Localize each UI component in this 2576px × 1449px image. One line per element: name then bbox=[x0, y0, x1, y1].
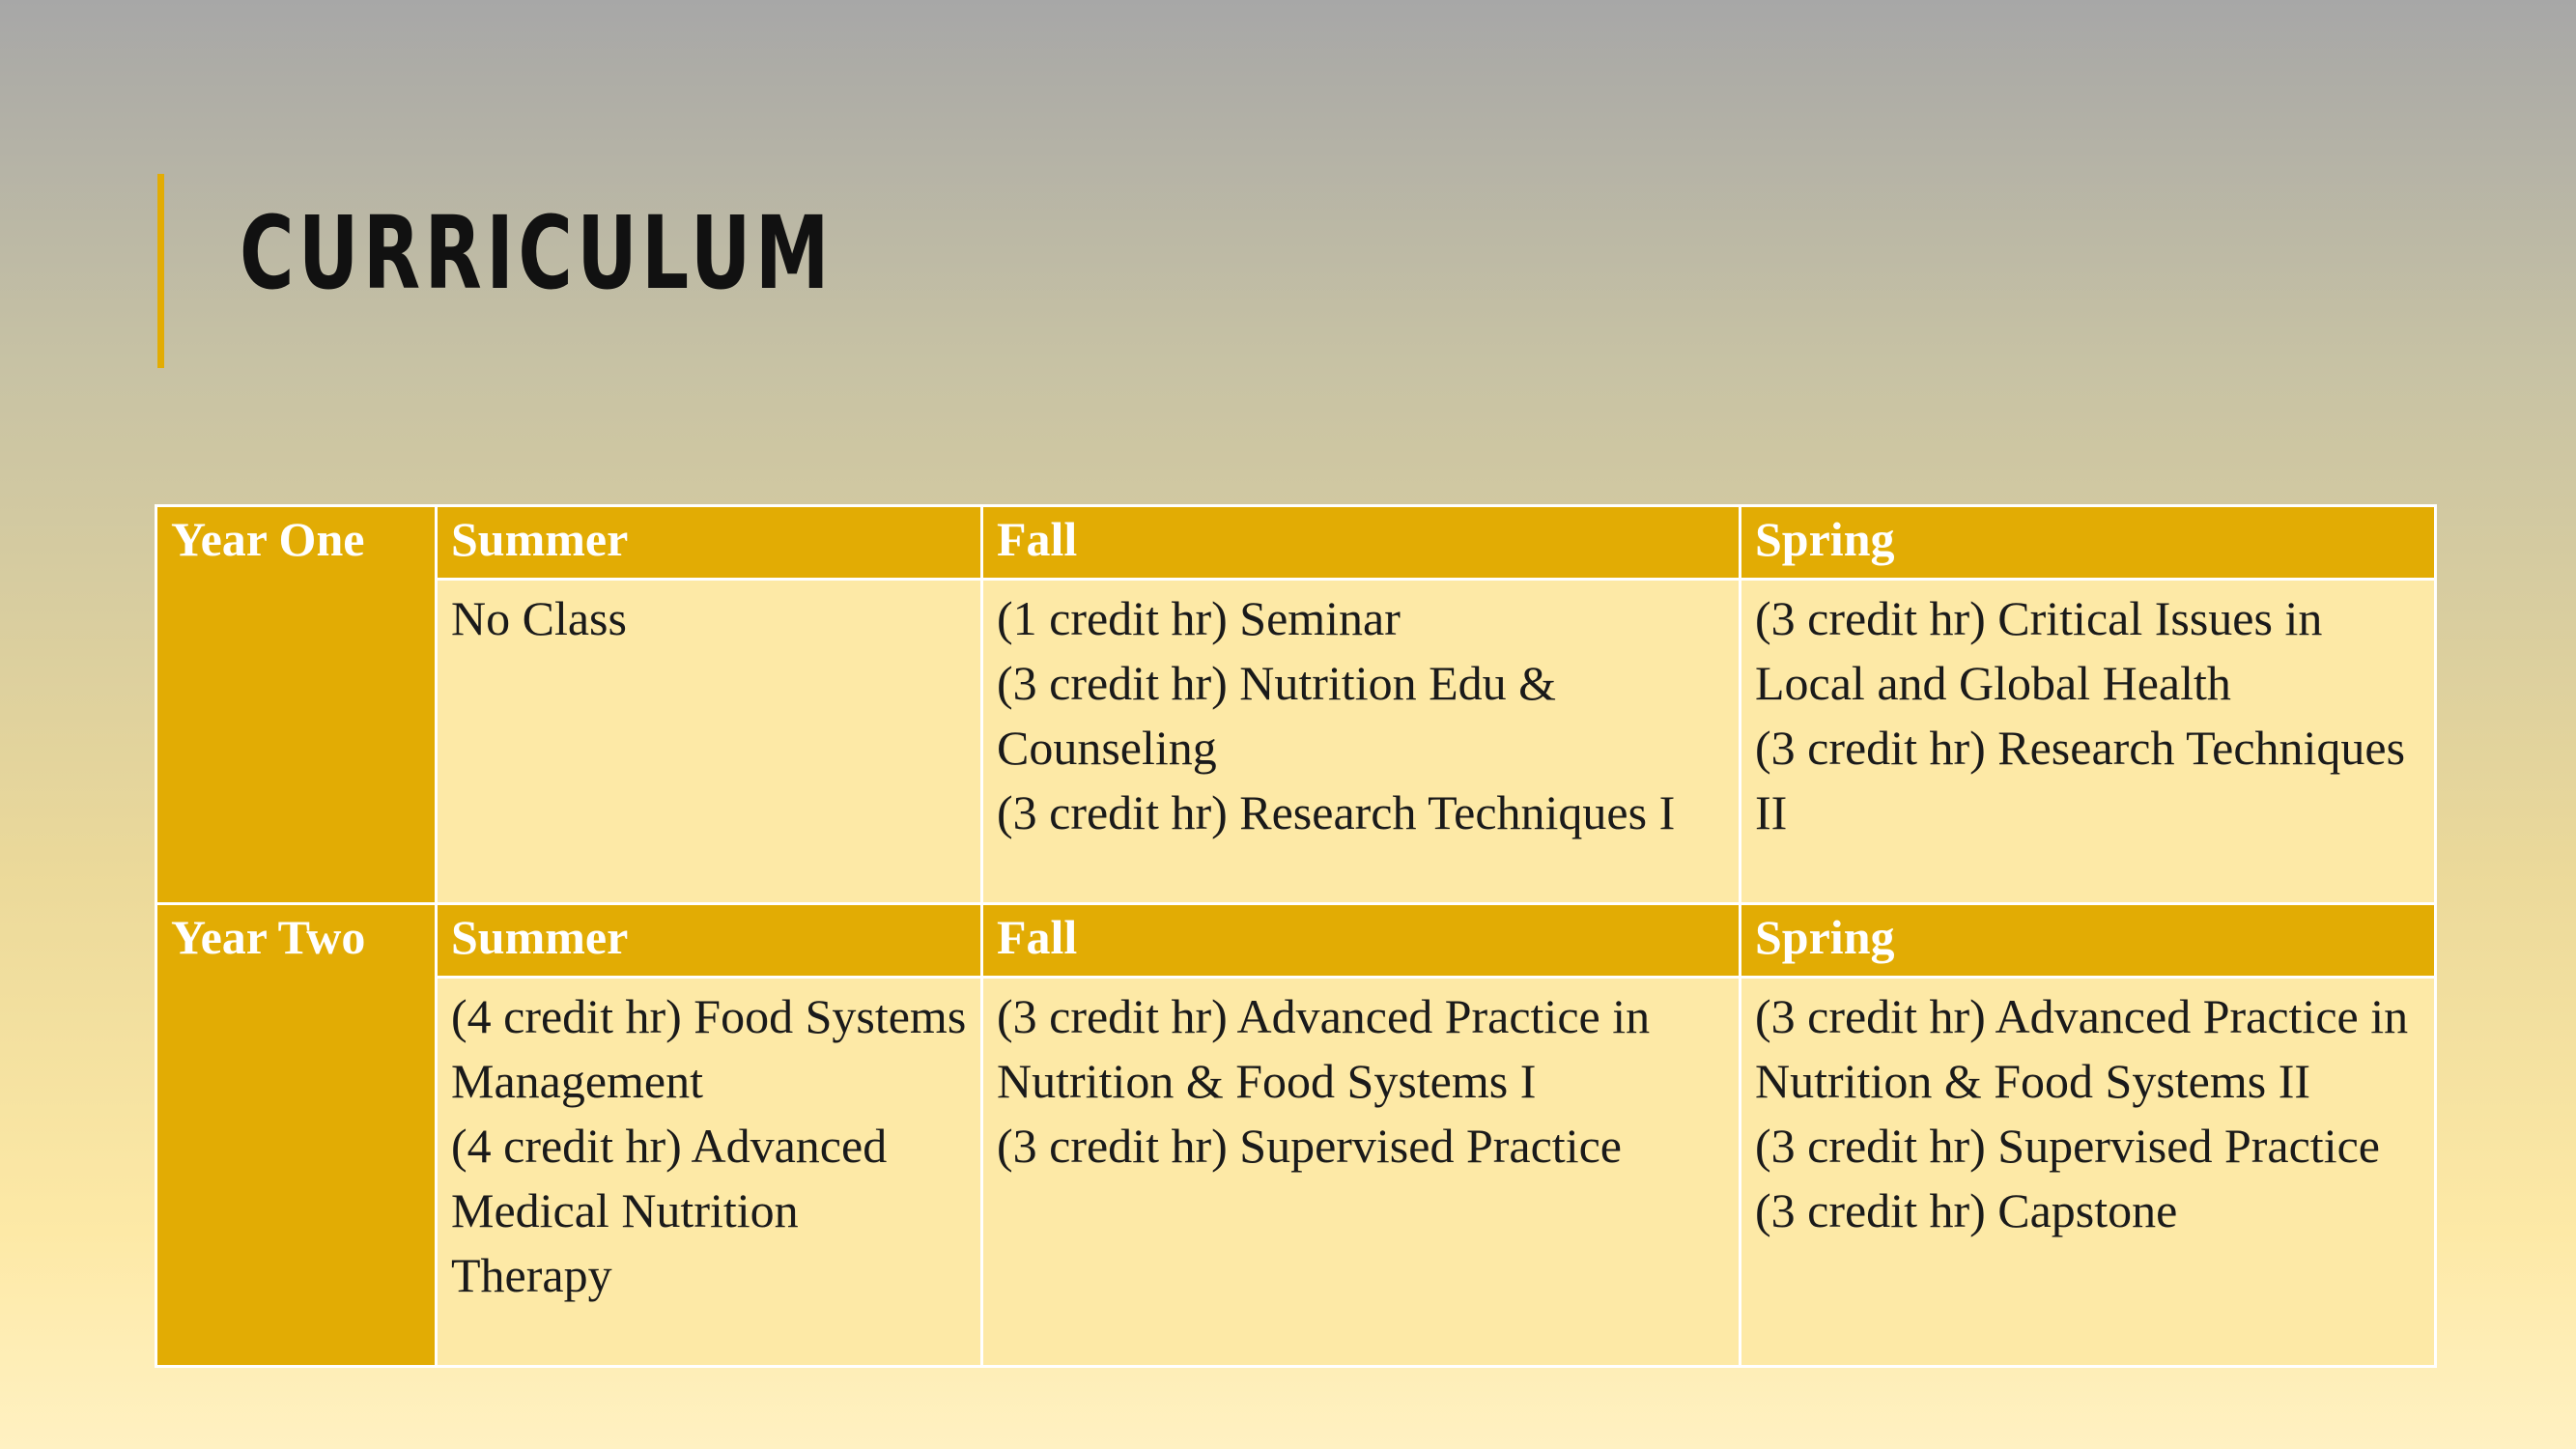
year-two-header-row bbox=[156, 904, 2436, 978]
year-two-summer-header: Summer bbox=[437, 904, 982, 978]
year-one-label: Year One bbox=[156, 506, 437, 904]
title-accent-bar bbox=[157, 174, 164, 368]
page-title: CURRICULUM bbox=[240, 194, 834, 312]
year-one-spring-header: Spring bbox=[1741, 506, 2436, 580]
course-entry: (3 credit hr) Critical Issues in Local and Global Health bbox=[1755, 591, 2323, 710]
year-one-summer-courses bbox=[437, 580, 982, 904]
course-entry: (3 credit hr) Supervised Practice bbox=[997, 1119, 1622, 1173]
year-two-summer-courses bbox=[437, 978, 982, 1367]
year-two-label: Year Two bbox=[156, 904, 437, 1367]
year-one-summer-header: Summer bbox=[437, 506, 982, 580]
course-entry: (3 credit hr) Research Techniques II bbox=[1755, 721, 2406, 839]
course-entry: (4 credit hr) Advanced Medical Nutrition Therapy bbox=[451, 1119, 888, 1302]
course-entry: (3 credit hr) Advanced Practice in Nutrition & Food Systems II bbox=[1755, 989, 2409, 1108]
year-one-courses-row bbox=[156, 580, 2436, 904]
course-entry: No Class bbox=[451, 591, 627, 645]
course-entry: (3 credit hr) Supervised Practice bbox=[1755, 1119, 2380, 1173]
course-entry: (1 credit hr) Seminar bbox=[997, 591, 1401, 645]
year-two-fall-courses bbox=[982, 978, 1741, 1367]
course-entry: (3 credit hr) Advanced Practice in Nutrition & Food Systems I bbox=[997, 989, 1651, 1108]
course-entry: (3 credit hr) Nutrition Edu & Counseling bbox=[997, 656, 1557, 775]
year-one-fall-courses bbox=[982, 580, 1741, 904]
year-two-spring-courses bbox=[1741, 978, 2436, 1367]
year-two-fall-header: Fall bbox=[982, 904, 1741, 978]
course-entry: (4 credit hr) Food Systems Management bbox=[451, 989, 967, 1108]
year-two-spring-header: Spring bbox=[1741, 904, 2436, 978]
course-entry: (3 credit hr) Capstone bbox=[1755, 1183, 2178, 1237]
year-one-spring-courses bbox=[1741, 580, 2436, 904]
year-one-fall-header: Fall bbox=[982, 506, 1741, 580]
year-one-header-row bbox=[156, 506, 2436, 580]
curriculum-table bbox=[155, 504, 2437, 1368]
course-entry: (3 credit hr) Research Techniques I bbox=[997, 785, 1676, 839]
year-two-courses-row bbox=[156, 978, 2436, 1367]
